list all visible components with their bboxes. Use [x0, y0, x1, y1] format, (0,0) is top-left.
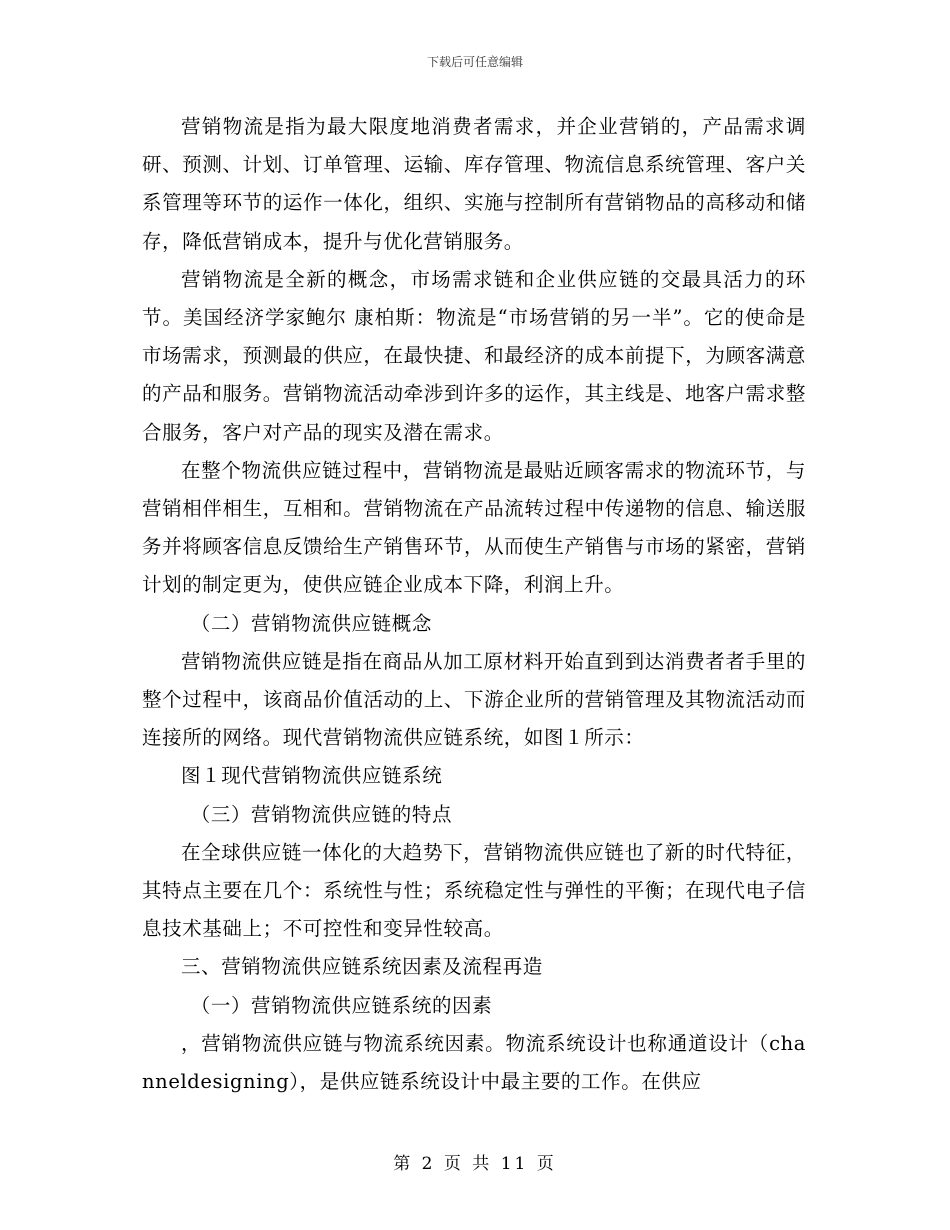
paragraph-system-factors: ，营销物流供应链与物流系统因素。物流系统设计也称通道设计（channeldesigning），是供应链系统设计中最主要的工作。在供应: [142, 1031, 806, 1094]
paragraph-marketing-logistics-definition: 营销物流是指为最大限度地消费者需求，并企业营销的，产品需求调研、预测、计划、订单管理、运输、库存管理、物流信息系统管理、客户关系管理等环节的运作一体化，组织、实施与控制所有营销物品的高移动和储存，降低营销成本，提升与优化营销服务。: [142, 115, 806, 253]
paragraph-marketing-logistics-concept: 营销物流是全新的概念，市场需求链和企业供应链的交最具活力的环节。美国经济学家鲍尔 康柏斯：物流是“市场营销的另一半”。它的使命是市场需求，预测最的供应，在最快捷、和最经济的成本前提下，为顾客满意的产品和服务。营销物流活动牵涉到许多的运作，其主线是、地客户需求整合服务，客户对产品的现实及潜在需求。: [142, 267, 806, 444]
figure-caption: 图１现代营销物流供应链系统: [181, 764, 443, 788]
paragraph-supply-chain-process: 在整个物流供应链过程中，营销物流是最贴近顾客需求的物流环节，与营销相伴相生，互相和。营销物流在产品流转过程中传递物的信息、输送服务并将顾客信息反馈给生产销售环节，从而使生产销售与市场的紧密，营销计划的制定更为，使供应链企业成本下降，利润上升。: [142, 458, 806, 597]
page-number: 第 2 页 共 11 页: [393, 1154, 557, 1174]
section-heading-supply-chain-features: （三）营销物流供应链的特点: [190, 802, 453, 826]
page-header-note: 下载后可任意编辑: [426, 55, 523, 69]
section-heading-supply-chain-concept: （二）营销物流供应链概念: [190, 611, 432, 635]
paragraph-supply-chain-definition: 营销物流供应链是指在商品从加工原材料开始直到到达消费者者手里的整个过程中，该商品价值活动的上、下游企业所的营销管理及其物流活动而连接所的网络。现代营销物流供应链系统，如图１所示：: [142, 649, 806, 750]
document-body: [142, 108, 806, 1101]
paragraph-supply-chain-features: 在全球供应链一体化的大趋势下，营销物流供应链也了新的时代特征，其特点主要在几个：系统性与性；系统稳定性与弹性的平衡；在现代电子信息技术基础上；不可控性和变异性较高。: [142, 840, 806, 941]
chapter-heading-factors-and-reengineering: 三、营销物流供应链系统因素及流程再造: [181, 955, 543, 979]
section-heading-system-factors: （一）营销物流供应链系统的因素: [190, 993, 493, 1017]
